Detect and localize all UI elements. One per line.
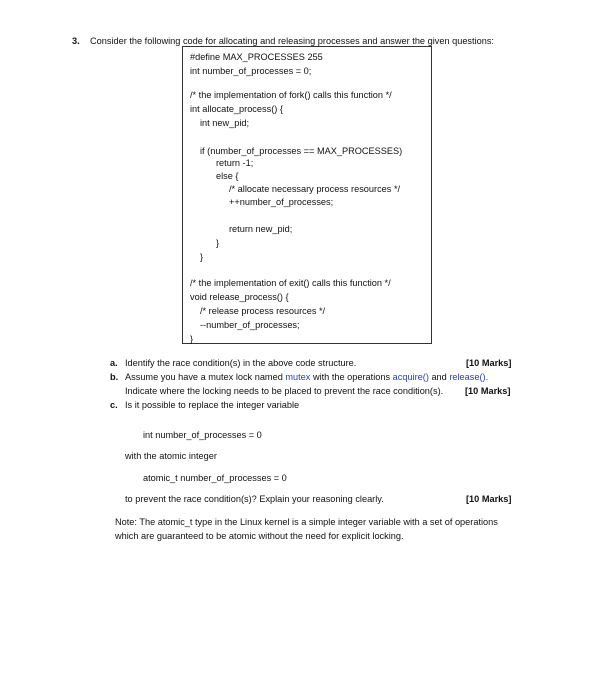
code-line: } <box>216 238 220 248</box>
code-line: int new_pid; <box>200 118 250 128</box>
part-c-code2: atomic_t number_of_processes = 0 <box>143 473 287 483</box>
note-line2: which are guaranteed to be atomic without the need for explicit locking. <box>115 531 404 541</box>
code-line: int allocate_process() { <box>190 104 283 114</box>
part-b-line1 <box>125 372 488 383</box>
part-c-prevent: to prevent the race condition(s)? Explain your reasoning clearly. <box>125 494 384 504</box>
part-c-marks: [10 Marks] <box>466 494 512 504</box>
code-line: /* release process resources */ <box>200 306 326 316</box>
question-text: Consider the following code for allocating and releasing processes and answer the given questions: <box>90 36 494 46</box>
code-line: return -1; <box>216 158 254 168</box>
part-a-text: Identify the race condition(s) in the above code structure. <box>125 358 357 368</box>
part-b-label: b. <box>110 372 119 382</box>
part-b-marks: [10 Marks] <box>465 386 511 396</box>
code-line: /* allocate necessary process resources */ <box>229 184 401 194</box>
part-b-text-pre: Assume you have a mutex lock named <box>125 372 286 382</box>
note-line1: Note: The atomic_t type in the Linux kernel is a simple integer variable with a set of operations <box>115 517 498 527</box>
part-b-and: and <box>428 372 450 382</box>
part-c-label: c. <box>110 400 118 410</box>
acquire-term: acquire() <box>392 372 429 382</box>
code-line: --number_of_processes; <box>200 320 300 330</box>
code-line: int number_of_processes = 0; <box>190 66 312 76</box>
part-b-text-mid: with the operations <box>310 372 393 382</box>
code-line: } <box>200 252 204 262</box>
part-b-period: . <box>485 372 489 382</box>
code-line: } <box>190 334 194 344</box>
code-line: ++number_of_processes; <box>229 197 334 207</box>
question-number: 3. <box>72 36 80 46</box>
code-line: /* the implementation of fork() calls this function */ <box>190 90 392 100</box>
mutex-term: mutex <box>285 372 311 382</box>
part-a-marks: [10 Marks] <box>466 358 512 368</box>
part-c-with: with the atomic integer <box>125 451 217 461</box>
code-line: #define MAX_PROCESSES 255 <box>190 52 323 62</box>
release-term: release() <box>449 372 486 382</box>
part-c-code1: int number_of_processes = 0 <box>143 430 262 440</box>
part-a-label: a. <box>110 358 118 368</box>
code-line: /* the implementation of exit() calls this function */ <box>190 278 391 288</box>
code-line: return new_pid; <box>229 224 293 234</box>
part-c-text: Is it possible to replace the integer variable <box>125 400 300 410</box>
part-b-line2: Indicate where the locking needs to be placed to prevent the race condition(s). <box>125 386 444 396</box>
code-line: void release_process() { <box>190 292 289 302</box>
code-line: else { <box>216 171 239 181</box>
code-line: if (number_of_processes == MAX_PROCESSES) <box>200 146 403 156</box>
